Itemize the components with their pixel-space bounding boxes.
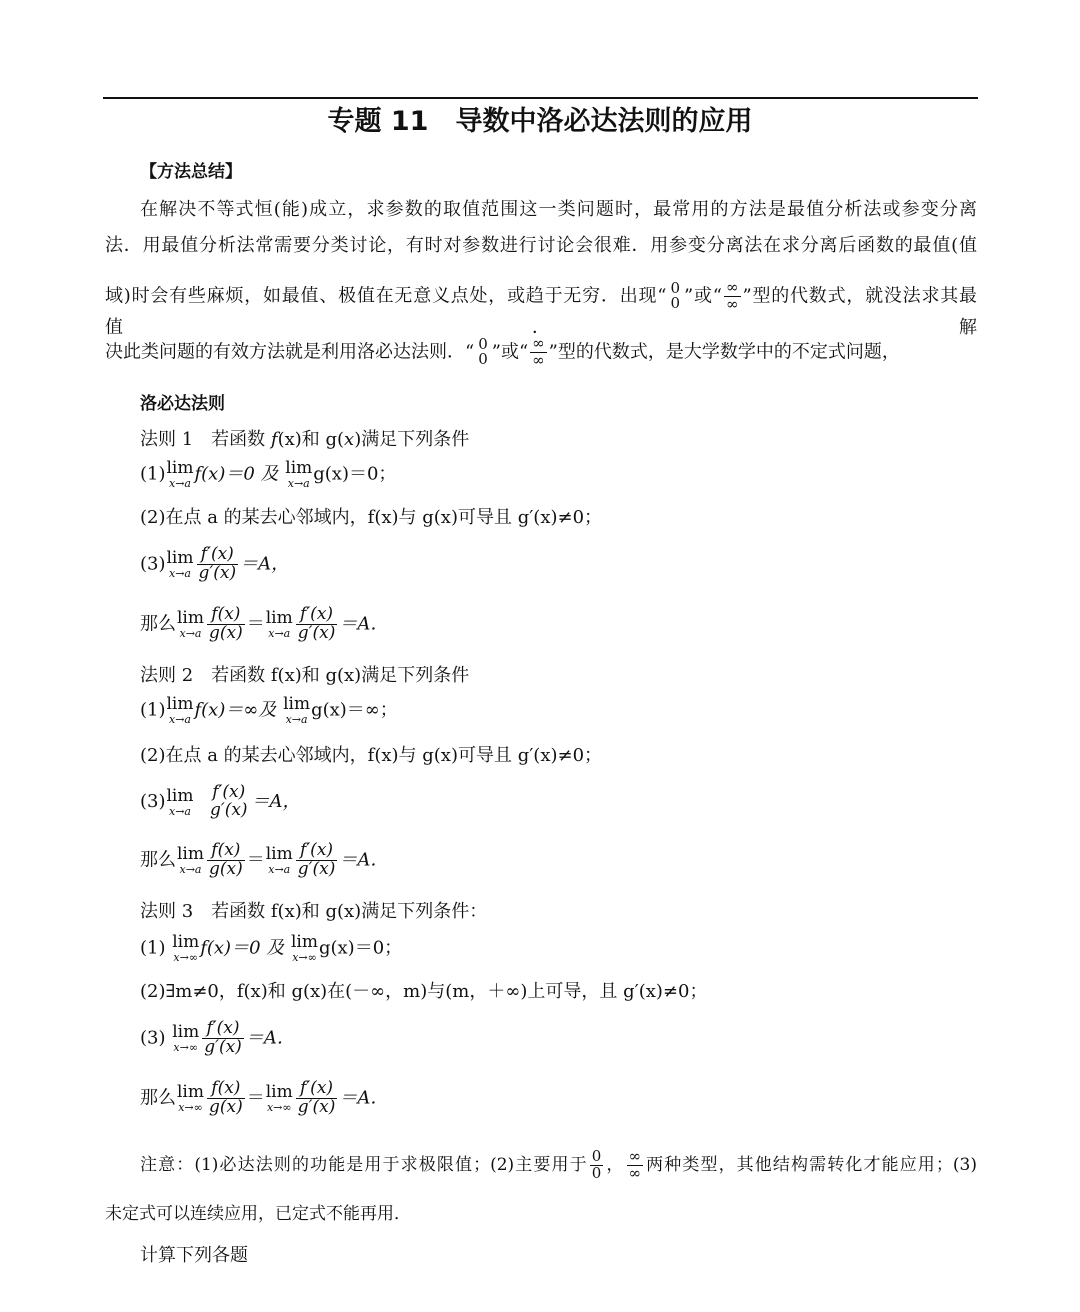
equals-sign: ＝ [246, 1087, 265, 1109]
inf-over-inf-frac [627, 1149, 644, 1182]
frac-num: 0 [591, 1147, 602, 1166]
frac-num: ∞ [726, 278, 739, 296]
derivative-ratio [208, 784, 250, 820]
lim-sub: x→∞ [173, 1040, 199, 1054]
frac-num: 0 [478, 334, 488, 353]
lim-sub: x→a [179, 626, 202, 640]
limit-operator [285, 460, 312, 489]
lim-word: lim [283, 694, 311, 714]
rule3-cond3 [140, 1020, 295, 1057]
limit-operator [177, 607, 204, 640]
cond-text: f(x)＝∞及 [194, 699, 283, 721]
frac-num: f′(x) [296, 1080, 338, 1099]
method-summary-heading: 【方法总结】 [140, 162, 242, 182]
cond-label: (3) [140, 1027, 172, 1049]
top-rule [103, 97, 978, 99]
lim-sub: x→a [285, 713, 308, 726]
inf-over-inf-frac [530, 336, 547, 369]
cond-text: g(x)＝0； [313, 463, 397, 485]
note-text: 两种类型，其他结构需转化才能应用；(3) [645, 1155, 977, 1175]
lim-sub: x→a [179, 862, 202, 876]
lim-word: lim [166, 694, 194, 714]
lim-sub: x→∞ [173, 951, 199, 964]
rule1-cond2: (2)在点 a 的某去心邻域内，f(x)与 g(x)可导且 g′(x)≠0； [140, 507, 603, 528]
rule1-head-f: f [270, 429, 278, 450]
frac-den: 0 [591, 1164, 602, 1182]
conclusion-text: ＝A． [339, 1087, 389, 1109]
conclusion-label: 那么 [140, 613, 176, 635]
note-line-2: 未定式可以连续应用，已定式不能再用． [105, 1204, 411, 1224]
limit-operator [283, 696, 310, 725]
frac-den: g(x) [209, 622, 243, 643]
lim-sub: x→∞ [266, 1100, 292, 1114]
frac-num: f(x) [207, 842, 245, 861]
cond-text: f(x)＝0 及 [200, 937, 290, 959]
limit-operator [172, 1021, 200, 1054]
lim-word: lim [265, 843, 293, 864]
intro-text-3c: ”型的代数式，就没法求其最值．解 [105, 285, 978, 338]
rule2-conclusion [140, 842, 388, 879]
frac-den: g′(x) [204, 1036, 242, 1057]
zero-over-zero-frac [476, 334, 490, 369]
cond-label: (1) [140, 463, 166, 485]
frac-num: ∞ [532, 334, 545, 352]
lim-word: lim [177, 607, 204, 628]
frac-den: g′(x) [297, 858, 336, 879]
limit-operator [166, 785, 194, 818]
rule3-heading: 法则 3 若函数 f(x)和 g(x)满足下列条件： [140, 901, 488, 922]
intro-text-1: 在解决不等式恒(能)成立，求参数的取值范围这一类问题时，最常用的方法是最值分析法或参变分离 [140, 199, 977, 220]
lim-word: lim [285, 458, 313, 478]
function-ratio [207, 606, 245, 643]
cond-label: (1) [140, 937, 172, 959]
frac-den: g′(x) [297, 622, 336, 643]
frac-num: f(x) [207, 606, 245, 625]
rule2-cond3 [140, 784, 301, 820]
frac-den: 0 [670, 294, 681, 313]
rule2-heading: 法则 2 若函数 f(x)和 g(x)满足下列条件 [140, 665, 470, 686]
frac-den: g(x) [209, 1096, 243, 1117]
rule3-cond2: (2)∃m≠0，f(x)和 g(x)在(－∞，m)与(m，＋∞)上可导，且 g′(x)≠0； [140, 981, 708, 1002]
cond-text: g(x)＝0； [318, 937, 403, 959]
cond-label: (3) [140, 791, 166, 812]
cond-text: ＝A， [240, 553, 290, 575]
rule1-head-text: 法则 1 若函数 [140, 429, 271, 450]
derivative-ratio [296, 842, 338, 879]
lim-word: lim [166, 547, 194, 568]
frac-den: ∞ [628, 1164, 642, 1182]
intro-text-4a: 决此类问题的有效方法就是利用洛必达法则．“ [105, 341, 475, 363]
rule3-conclusion [140, 1080, 388, 1117]
frac-num: f′(x) [197, 546, 239, 565]
limit-operator [167, 460, 194, 489]
rule1-head-x: x [344, 429, 355, 450]
frac-den: ∞ [726, 294, 739, 313]
rule1-conclusion [140, 606, 388, 643]
limit-operator [166, 547, 194, 580]
lim-word: lim [166, 458, 194, 478]
lim-word: lim [265, 1081, 293, 1102]
limit-operator [265, 1081, 293, 1114]
frac-num: 0 [670, 278, 681, 297]
frac-num: f′(x) [296, 842, 338, 861]
cond-text: f(x)＝0 及 [194, 463, 285, 485]
frac-den: 0 [478, 350, 488, 369]
cond-label: (1) [140, 699, 166, 721]
frac-num: f′(x) [202, 1020, 244, 1039]
rule2-cond1 [140, 696, 398, 725]
frac-num: f′(x) [212, 782, 246, 803]
lim-sub: x→a [268, 626, 291, 640]
limit-operator [265, 607, 293, 640]
intro-line-2: 法．用最值分析法常需要分类讨论，有时对参数进行讨论会很难．用参变分离法在求分离后函数的最值(值 [105, 235, 977, 256]
lim-sub: x→a [169, 713, 191, 726]
frac-den: ∞ [532, 350, 545, 369]
intro-text-3b: ”或“ [684, 285, 722, 307]
rule2-cond2: (2)在点 a 的某去心邻域内，f(x)与 g(x)可导且 g′(x)≠0； [140, 745, 603, 766]
function-ratio [207, 842, 245, 879]
derivative-ratio [202, 1020, 244, 1057]
intro-text-4c: ”型的代数式，是大学数学中的不定式问题， [548, 341, 900, 363]
limit-operator [167, 696, 194, 725]
rules-heading: 洛必达法则 [140, 394, 225, 414]
lim-word: lim [290, 932, 318, 952]
page-title: 专题 11 导数中洛必达法则的应用 [327, 106, 753, 137]
zero-over-zero-frac [590, 1149, 604, 1182]
cond-label: (3) [140, 553, 166, 575]
conclusion-label: 那么 [140, 1087, 176, 1109]
rule1-cond3 [140, 546, 289, 583]
lim-word: lim [172, 932, 200, 952]
lim-sub: x→∞ [178, 1100, 203, 1114]
cond-text: ＝A， [251, 791, 301, 812]
lim-word: lim [265, 607, 293, 628]
cond-text: g(x)＝∞； [311, 699, 398, 721]
note-text: ， [605, 1155, 625, 1175]
intro-text-3a: 域)时会有些麻烦，如最值、极值在无意义点处，或趋于无穷．出现“ [105, 285, 667, 307]
zero-over-zero-frac [668, 278, 682, 313]
conclusion-text: ＝A． [339, 613, 389, 635]
frac-num: ∞ [628, 1147, 642, 1166]
lim-word: lim [177, 1081, 204, 1102]
derivative-ratio [296, 1080, 338, 1117]
lim-word: lim [172, 1021, 200, 1042]
lim-sub: x→∞ [292, 951, 317, 964]
lim-word: lim [177, 843, 204, 864]
conclusion-text: ＝A． [339, 849, 389, 871]
lim-sub: x→a [287, 477, 310, 490]
lim-sub: x→a [268, 862, 291, 876]
intro-text-4b: ”或“ [491, 341, 529, 363]
frac-den: g′(x) [209, 800, 248, 820]
limit-operator [177, 843, 204, 876]
note-line-1 [105, 1148, 977, 1182]
inf-over-inf-frac [724, 280, 741, 313]
intro-line-4 [105, 336, 900, 369]
limit-operator [172, 934, 199, 963]
rule3-cond1 [140, 934, 402, 963]
lim-word: lim [166, 785, 194, 806]
limit-operator [265, 843, 293, 876]
limit-operator [177, 1081, 204, 1114]
rule1-head-text: (x)和 g( [277, 429, 345, 450]
lim-sub: x→a [169, 804, 191, 818]
rule1-head-text: )满足下列条件 [354, 429, 470, 450]
frac-den: g′(x) [297, 1096, 336, 1117]
exercise-heading: 计算下列各题 [140, 1245, 248, 1266]
frac-num: f′(x) [296, 606, 338, 625]
equals-sign: ＝ [246, 613, 265, 635]
intro-line-1 [105, 196, 977, 224]
equals-sign: ＝ [246, 849, 265, 871]
derivative-ratio [296, 606, 338, 643]
frac-den: g′(x) [198, 562, 237, 583]
derivative-ratio [197, 546, 239, 583]
rule1-heading [140, 426, 469, 454]
conclusion-label: 那么 [140, 849, 176, 871]
note-text: 注意：(1)必达法则的功能是用于求极限值；(2)主要用于 [140, 1155, 588, 1175]
cond-text: ＝A． [245, 1027, 295, 1049]
frac-num: f(x) [207, 1080, 245, 1099]
rule1-cond1 [140, 460, 396, 489]
limit-operator [291, 934, 318, 963]
lim-sub: x→a [169, 566, 191, 580]
lim-sub: x→a [169, 477, 191, 490]
function-ratio [207, 1080, 245, 1117]
frac-den: g(x) [209, 858, 243, 879]
